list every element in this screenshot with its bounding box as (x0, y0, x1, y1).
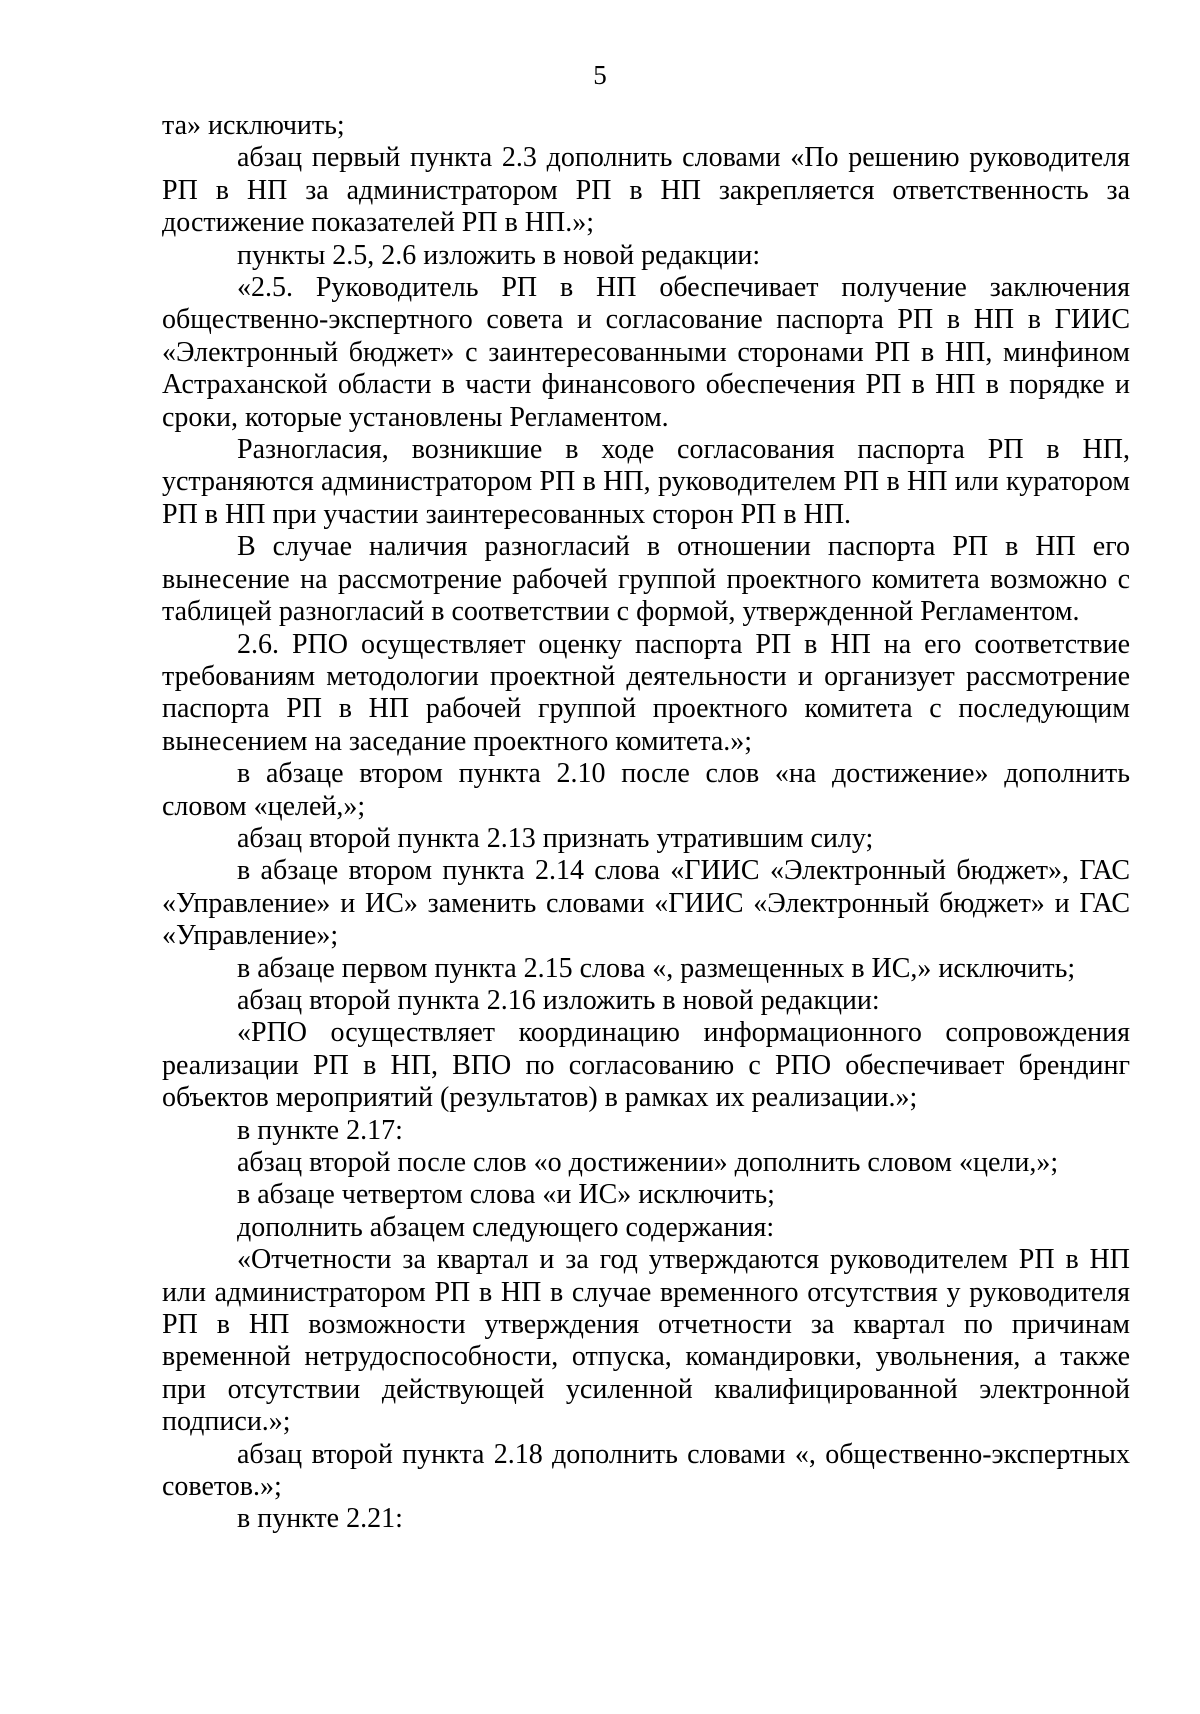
paragraph: в абзаце четвертом слова «и ИС» исключить; (237, 1179, 775, 1211)
paragraph: «2.5. Руководитель РП в НП обеспечивает получение заключения общественно-экспертного совета и согласование паспорта РП в НП в ГИИС «Электронный бюджет» с заинтересованными сторонами РП в НП, минфином Астраханской области в части финансового обеспечения РП в НП в порядке и сроки, которые установлены Регламентом. (162, 272, 1130, 433)
paragraph: Разногласия, возникшие в ходе согласования паспорта РП в НП, устраняются администратором РП в НП, руководителем РП в НП или куратором РП в НП при участии заинтересованных сторон РП в НП. (162, 434, 1130, 530)
paragraph: та» исключить; (162, 110, 345, 141)
paragraph: 2.6. РПО осуществляет оценку паспорта РП в НП на его соответствие требованиям методологии проектной деятельности и организует рассмотрение паспорта РП в НП рабочей группой проектного комитета с последующим вынесением на заседание проектного комитета.»; (162, 628, 1130, 757)
paragraph: абзац второй пункта 2.18 дополнить словами «, общественно-экспертных советов.»; (162, 1438, 1130, 1503)
page-number: 5 (593, 60, 607, 90)
paragraph: в пункте 2.17: (237, 1114, 403, 1146)
paragraph: «РПО осуществляет координацию информационного сопровождения реализации РП в НП, ВПО по согласованию с РПО обеспечивает брендинг объектов мероприятий (результатов) в рамках их реализации.»; (162, 1017, 1130, 1114)
paragraph: абзац второй пункта 2.13 признать утратившим силу; (237, 822, 874, 854)
paragraph: пункты 2.5, 2.6 изложить в новой редакции: (237, 239, 761, 271)
paragraph: абзац первый пункта 2.3 дополнить словами «По решению руководителя РП в НП за администратором РП в НП закрепляется ответственность за достижение показателей РП в НП.»; (162, 142, 1130, 239)
document-body (162, 110, 1130, 1536)
paragraph: в абзаце втором пункта 2.14 слова «ГИИС «Электронный бюджет», ГАС «Управление» и ИС» заменить словами «ГИИС «Электронный бюджет» и ГАС «Управление»; (162, 855, 1130, 952)
paragraph: дополнить абзацем следующего содержания: (237, 1211, 775, 1243)
paragraph: абзац второй пункта 2.16 изложить в новой редакции: (237, 984, 880, 1016)
paragraph: В случае наличия разногласий в отношении паспорта РП в НП его вынесение на рассмотрение рабочей группой проектного комитета возможно с таблицей разногласий в соответствии с формой, утвержденной Регламентом. (162, 531, 1130, 628)
paragraph: в абзаце первом пункта 2.15 слова «, размещенных в ИС,» исключить; (237, 952, 1076, 984)
paragraph: «Отчетности за квартал и за год утверждаются руководителем РП в НП или администратором РП в НП в случае временного отсутствия у руководителя РП в НП возможности утверждения отчетности за квартал по причинам временной нетрудоспособности, отпуска, командировки, увольнения, а также при отсутствии действующей усиленной квалифицированной электронной подписи.»; (162, 1244, 1130, 1438)
paragraph: в абзаце втором пункта 2.10 после слов «на достижение» дополнить словом «целей,»; (162, 758, 1130, 822)
paragraph: в пункте 2.21: (237, 1503, 403, 1535)
paragraph: абзац второй после слов «о достижении» дополнить словом «цели,»; (237, 1147, 1059, 1178)
